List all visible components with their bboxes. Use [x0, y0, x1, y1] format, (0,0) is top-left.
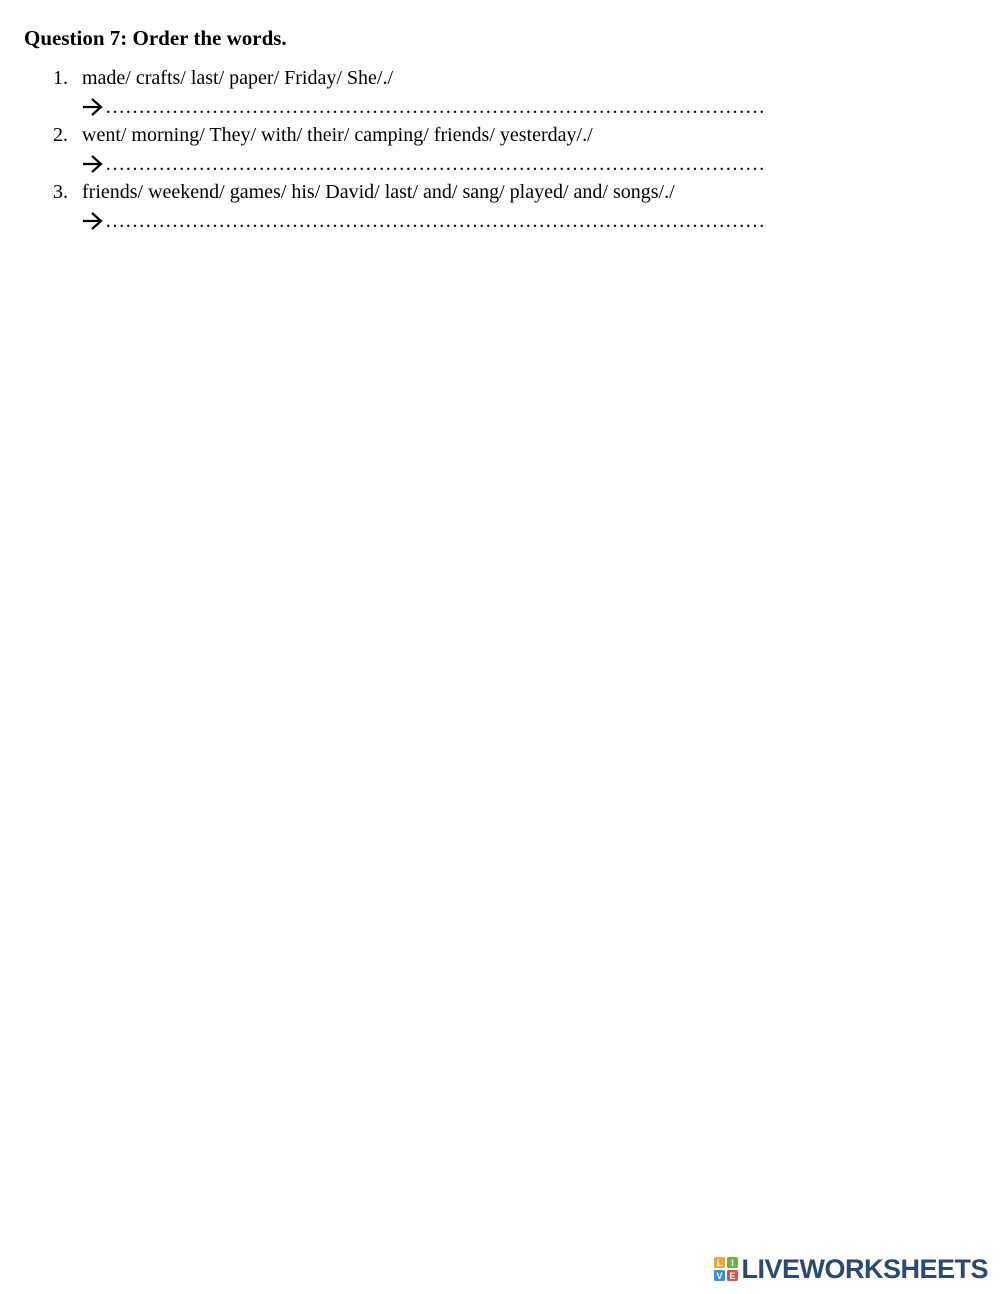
answer-line[interactable]	[82, 150, 765, 178]
mark-letter-v: V	[716, 1270, 723, 1281]
item-prompt: made/ crafts/ last/ paper/ Friday/ She/./	[82, 67, 394, 89]
answer-dots: ………………………………………………………………………………………	[105, 210, 765, 232]
item-number: 1.	[53, 67, 68, 89]
item-prompt: friends/ weekend/ games/ his/ David/ last/ and/ sang/ played/ and/ songs/./	[82, 181, 675, 203]
right-arrow-icon	[82, 154, 104, 174]
question-item	[53, 64, 893, 121]
liveworksheets-logo	[714, 1254, 988, 1284]
answer-line[interactable]	[82, 207, 765, 235]
item-number: 2.	[53, 124, 68, 146]
liveworksheets-mark-icon	[714, 1257, 738, 1281]
right-arrow-icon	[82, 211, 104, 231]
question-title: Question 7: Order the words.	[24, 26, 287, 50]
answer-dots: ………………………………………………………………………………………	[105, 153, 765, 175]
logo-text: LIVEWORKSHEETS	[741, 1254, 988, 1284]
answer-dots: ………………………………………………………………………………………	[105, 96, 765, 118]
right-arrow-icon	[82, 97, 104, 117]
question-list	[53, 64, 893, 235]
item-number: 3.	[53, 181, 68, 203]
mark-letter-i: I	[731, 1257, 735, 1268]
mark-letter-e: E	[729, 1270, 736, 1281]
question-item	[53, 178, 893, 235]
item-prompt: went/ morning/ They/ with/ their/ camping/ friends/ yesterday/./	[82, 124, 593, 146]
answer-line[interactable]	[82, 93, 765, 121]
mark-letter-l: L	[717, 1257, 723, 1268]
question-item	[53, 121, 893, 178]
